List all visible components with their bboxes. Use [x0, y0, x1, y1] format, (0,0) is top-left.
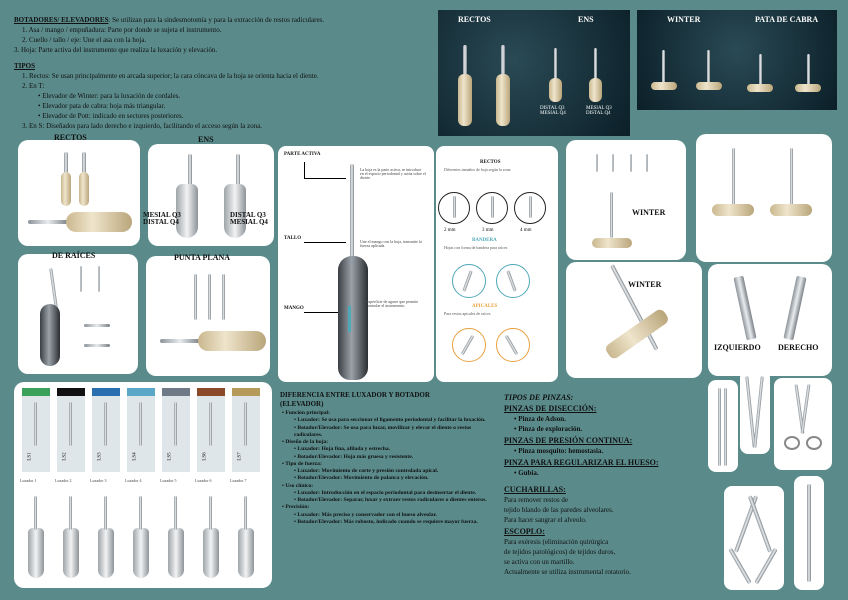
luxator-shank — [244, 496, 247, 530]
photo-winter-pata — [637, 10, 837, 110]
escoplo-line-4: Actualmente se utiliza instrumental rotatorio. — [504, 568, 631, 576]
panel-punta-plana — [146, 253, 270, 376]
luxator-handle — [238, 528, 254, 578]
pinza-adson-text: Pinza de Adson. — [518, 415, 566, 423]
photo-pinza-exploracion — [740, 370, 770, 454]
luxator-handle — [28, 528, 44, 578]
photo-label-winter: WINTER — [667, 15, 701, 24]
panel-ens-label-1: MESIAL Q3 DISTAL Q4 — [143, 211, 181, 227]
luxator-set-panel — [14, 382, 272, 588]
tipo-2b: • Elevador pata de cabra: hoja más triangular. — [38, 102, 166, 110]
luxator-handle — [63, 528, 79, 578]
tipo-2a-text: Elevador de Winter: para la luxación de cordales. — [42, 92, 181, 100]
difference-point: • Botador/Elevador: Más robusto, indicado cuando se requiere mayor fuerza. — [294, 518, 478, 525]
label-mango: MANGO — [284, 306, 304, 311]
anatomy-diagram — [278, 146, 434, 382]
tipo-2a: • Elevador de Winter: para la luxación de cordales. — [38, 92, 181, 100]
escoplo-line-3: se activa con un martillo. — [504, 558, 575, 566]
panel-ens-title: ENS — [198, 135, 214, 144]
panel-rectos-title: RECTOS — [54, 133, 87, 142]
note-mango: Superficie de agarre que permite controlar el instrumento. — [366, 299, 419, 309]
panel-punta-plana-title: PUNTA PLANA — [174, 253, 231, 262]
escoplo-line-2: de tejidos patológicos) de tejidos duros, — [504, 548, 616, 556]
difference-point: • Botador/Elevador: Hoja más gruesa y resistente. — [294, 453, 414, 460]
panel-winter-1 — [566, 140, 686, 260]
apicales-title: APICALES — [472, 304, 498, 309]
sizes-subtitle: Diferentes tamaños de hoja según la zona — [444, 167, 511, 172]
photo-ens-label-2: MESIAL Q3 DISTAL Q4 — [586, 106, 612, 117]
escoplo-title: ESCOPLO: — [504, 527, 545, 536]
luxator-shank — [34, 496, 37, 530]
luxator-card — [127, 388, 155, 472]
photo-cucharilla — [794, 476, 824, 590]
panel-raices-title: DE RAÍCES — [52, 251, 96, 260]
cucharillas-line-3: Para hacer sangrar el alveolo. — [504, 516, 587, 524]
intro-heading: BOTADORES/ ELEVADORES — [14, 16, 109, 24]
luxator-caption: Luxador 5 — [160, 478, 177, 483]
difference-heading: • Función principal: — [282, 410, 330, 416]
panel-izq-der — [708, 264, 832, 376]
tipo-3: 3. En S: Diseñados para lado derecho e izquierdo, facilitando el acceso según la zona. — [22, 122, 263, 130]
label-parte-activa: PARTE ACTIVA — [284, 152, 321, 157]
panel-ens — [148, 135, 274, 246]
escoplo-line-1: Para exéresis (eliminación quirúrgica — [504, 538, 609, 546]
sizes-panel — [436, 146, 558, 382]
tipo-2c: • Elevador de Pott: indicado en sectores posteriores. — [38, 112, 184, 120]
photo-label-rectos: RECTOS — [458, 15, 491, 24]
luxator-shank — [104, 496, 107, 530]
panel-winter-pair — [696, 134, 832, 262]
luxator-card — [197, 388, 225, 472]
luxator-handle — [98, 528, 114, 578]
difference-point: • Botador/Elevador: Movimiento de palanca y elevación. — [294, 475, 429, 482]
size-label-3: 4 mm — [520, 228, 532, 233]
pinza-exploracion: • Pinza de exploración. — [514, 425, 583, 433]
sizes-title: RECTOS — [480, 160, 501, 165]
photo-rectos-ens — [438, 10, 630, 136]
luxator-handle — [168, 528, 184, 578]
pinza-gubia: • Gubia. — [514, 469, 539, 477]
photo-label-pata: PATA DE CABRA — [755, 15, 819, 24]
photo-pinza-adson — [708, 380, 738, 472]
part-3: 3. Hoja: Parte activa del instrumento que realiza la luxación y elevación. — [14, 46, 218, 54]
difference-title: DIFERENCIA ENTRE LUXADOR Y BOTADOR — [280, 391, 430, 399]
luxator-shank — [209, 496, 212, 530]
pinza-mosquito: • Pinza mosquito: hemostasia. — [514, 447, 604, 455]
tipo-1: 1. Rectos: Se usan principalmente en arcada superior; la cara cóncava de la hoja se orienta hacia el diente. — [22, 72, 319, 80]
bandera-title: BANDERA — [472, 238, 497, 243]
luxator-shank — [174, 496, 177, 530]
tipo-2b-text: Elevador pata de cabra: hoja más triangular. — [42, 102, 166, 110]
panel-raices — [18, 251, 138, 374]
luxator-card — [22, 388, 50, 472]
photo-pinza-mosquito — [774, 378, 832, 470]
difference-point: • Luxador: Más preciso y conservador con el hueso alveolar. — [294, 511, 437, 518]
luxator-handle — [133, 528, 149, 578]
winter-2-label: WINTER — [628, 280, 662, 289]
winter-1-label: WINTER — [632, 208, 666, 217]
luxator-caption: Luxador 3 — [90, 478, 107, 483]
luxator-caption: Luxador 6 — [195, 478, 212, 483]
pinza-gubia-text: Gubia. — [518, 469, 539, 477]
difference-point: • Botador/Elevador: Se usa para luxar, movilizar y elevar el diente o restos radiculares. — [294, 424, 472, 438]
luxator-code: LS1 — [27, 452, 33, 461]
luxator-caption: Luxador 4 — [125, 478, 142, 483]
difference-point: • Luxador: Introducción en el espacio periodontal para desinsertar el diente. — [294, 489, 477, 496]
luxator-code: LS6 — [202, 452, 208, 461]
difference-point: • Luxador: Hoja fina, afilada y estrecha. — [294, 446, 391, 453]
luxator-shank — [69, 496, 72, 530]
luxator-shank — [139, 496, 142, 530]
difference-point: • Luxador: Se usa para seccionar el ligamento periodontal y facilitar la luxación. — [294, 417, 486, 424]
part-1: 1. Asa / mango / empuñadura: Parte por donde se sujeta el instrumento. — [22, 26, 222, 34]
cucharillas-line-2: tejido blando de las paredes alveolares. — [504, 506, 614, 514]
label-derecho: DERECHO — [778, 343, 819, 352]
bandera-desc: Hojas con forma de bandera para raíces — [444, 245, 508, 250]
pinzas-diseccion: PINZAS DE DISECCIÓN: — [504, 404, 597, 413]
luxator-code: LS3 — [97, 452, 103, 461]
note-tallo: Une el mango con la hoja, transmite la fuerza aplicada. — [360, 239, 422, 249]
pinzas-presion: PINZAS DE PRESIÓN CONTINUA: — [504, 436, 633, 445]
size-label-2: 3 mm — [482, 228, 494, 233]
panel-rectos — [18, 133, 140, 246]
label-izquierdo: IZQUIERDO — [714, 343, 761, 352]
pinza-exploracion-text: Pinza de exploración. — [518, 425, 583, 433]
cucharillas-line-1: Para remover restos de — [504, 496, 568, 504]
difference-heading: • Precisión: — [282, 504, 310, 511]
luxator-code: LS5 — [167, 452, 173, 461]
luxator-code: LS7 — [237, 452, 243, 461]
luxator-caption: Luxador 7 — [230, 478, 247, 483]
difference-heading: • Uso clínico: — [282, 482, 314, 489]
size-label-1: 2 mm — [444, 228, 456, 233]
difference-point: • Luxador: Movimiento de corte y presión controlada apical. — [294, 468, 439, 475]
pinza-mosquito-text: Pinza mosquito: hemostasia. — [518, 447, 604, 455]
apicales-desc: Para restos apicales de raíces — [444, 311, 491, 316]
photo-ens-label-1: DISTAL Q3 MESIAL Q4 — [540, 106, 566, 117]
label-tallo: TALLO — [284, 236, 302, 241]
luxator-code: LS4 — [132, 452, 138, 461]
panel-ens-label-2: DISTAL Q3 MESIAL Q4 — [230, 211, 268, 227]
luxator-card — [57, 388, 85, 472]
photo-gubia — [724, 486, 784, 590]
tipos-heading: TIPOS — [14, 62, 36, 70]
luxator-handle — [203, 528, 219, 578]
luxator-card — [232, 388, 260, 472]
pinzas-hueso: PINZA PARA REGULARIZAR EL HUESO: — [504, 458, 659, 467]
difference-heading: • Tipo de fuerza: — [282, 460, 322, 467]
part-2: 2. Cuello / tallo / eje: Une el asa con la hoja. — [22, 36, 147, 44]
pinza-adson: • Pinza de Adson. — [514, 415, 566, 423]
difference-list — [282, 410, 500, 526]
cucharillas-title: CUCHARILLAS: — [504, 485, 566, 494]
luxator-card — [162, 388, 190, 472]
luxator-card — [92, 388, 120, 472]
luxator-caption: Luxador 1 — [20, 478, 37, 483]
difference-heading: • Diseño de la hoja: — [282, 439, 329, 446]
luxator-code: LS2 — [62, 452, 68, 461]
difference-title2: (ELEVADOR) — [280, 400, 324, 408]
intro-heading-line — [14, 17, 324, 24]
note-parte-activa: La hoja es la parte activa, se introduce en el espacio periodontal y actúa sobre el diente. — [360, 167, 426, 181]
tipo-2: 2. En T: — [22, 82, 45, 90]
pinzas-title: TIPOS DE PINZAS: — [504, 393, 574, 402]
photo-label-ens: ENS — [578, 15, 594, 24]
difference-point: • Botador/Elevador: Separar, luxar y extraer restos radiculares o dientes enteros. — [294, 497, 487, 504]
tipo-2c-text: Elevador de Pott: indicado en sectores posteriores. — [42, 112, 184, 120]
luxator-caption: Luxador 2 — [55, 478, 72, 483]
intro-heading-rest: : Se utilizan para la sindesmotomía y para la extracción de restos radiculares. — [108, 16, 325, 24]
